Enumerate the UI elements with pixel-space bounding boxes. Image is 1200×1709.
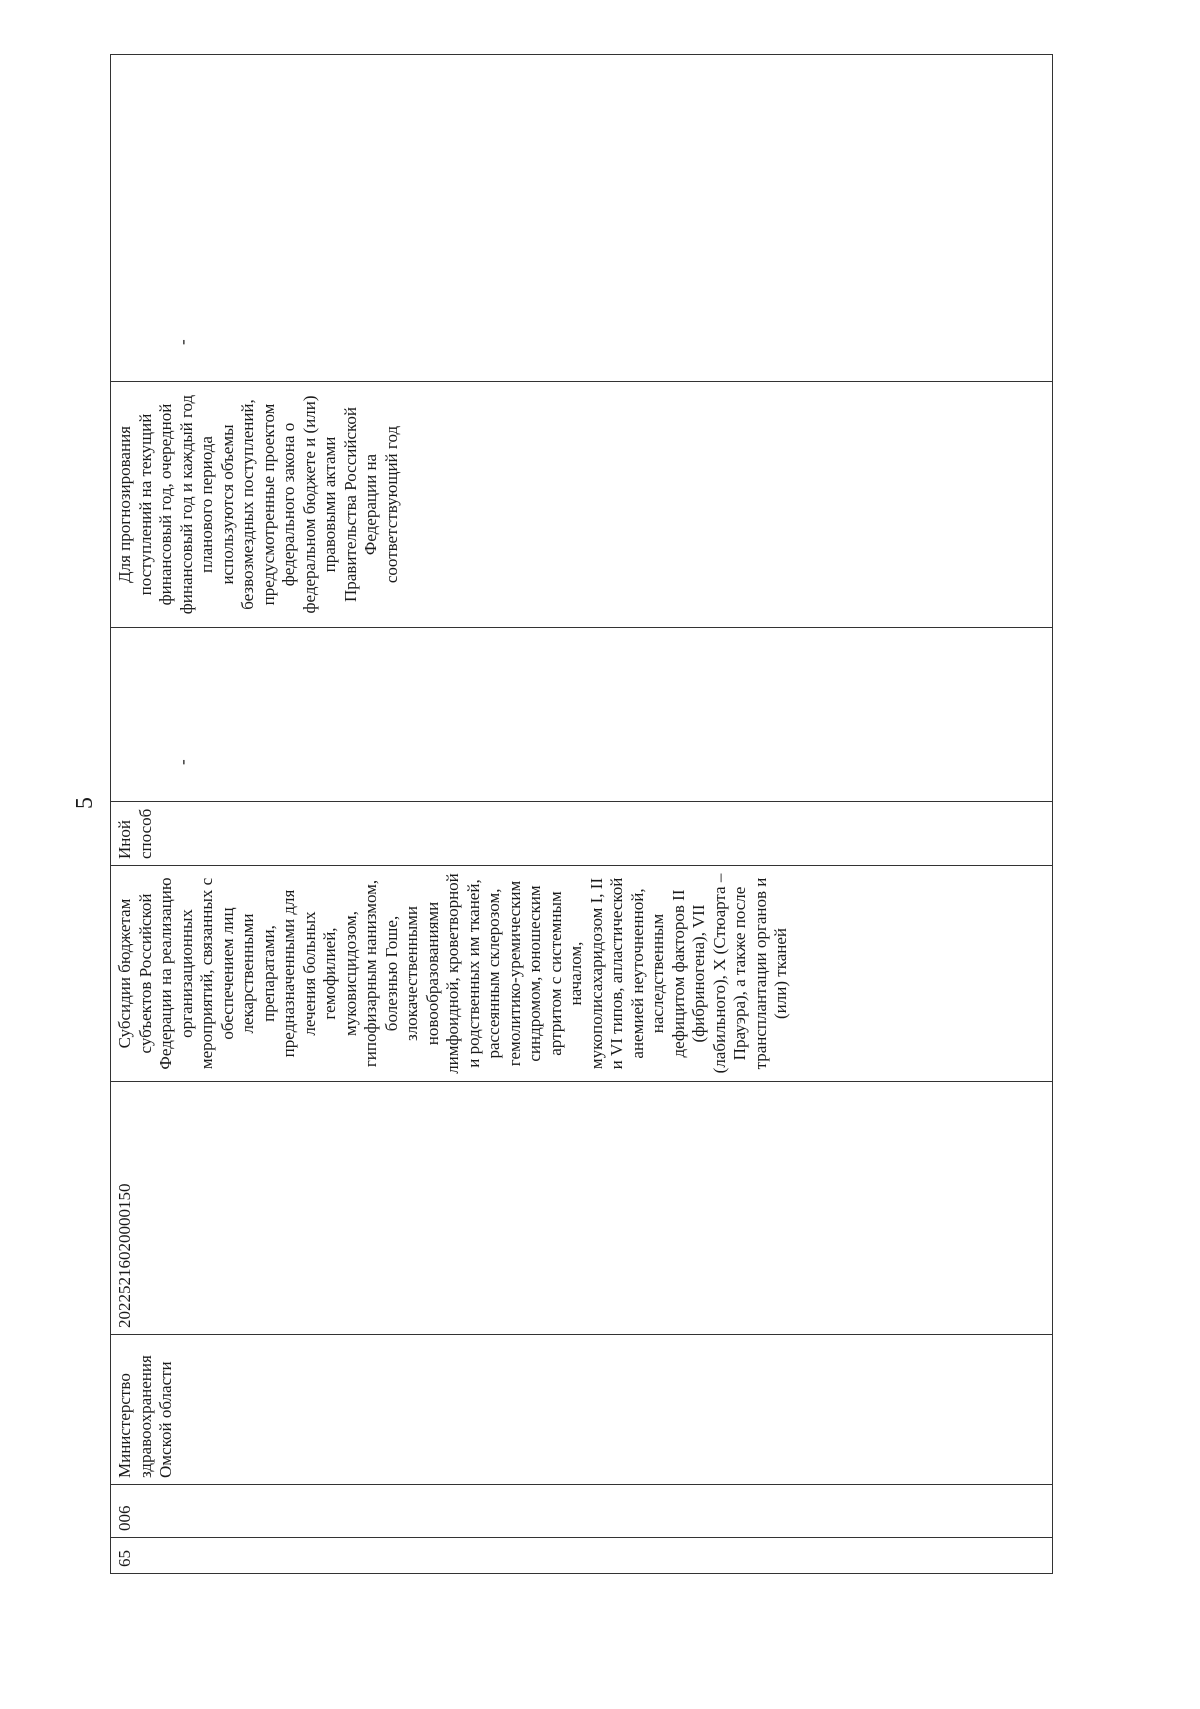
row-number: 65 xyxy=(111,1538,1053,1574)
kbk-code: 20225216020000150 xyxy=(111,1082,1053,1335)
description-cell xyxy=(111,55,1053,382)
admin-code: 006 xyxy=(111,1485,1053,1538)
formula-cell xyxy=(111,628,1053,802)
page-number: 5 xyxy=(72,797,98,809)
formula-value: - xyxy=(173,759,192,765)
description-value: - xyxy=(173,339,192,345)
administrator-name: Министерство здравоохранения Омской области xyxy=(111,1335,1053,1485)
income-name: Субсидии бюджетам субъектов Российской Федерации на реализацию организационных мероприятий, связанных с обеспечением лиц лекарственными препаратами, предназначенными для лечения больных гемофилией, муковисцидозом, гипофизарным нанизмом, болезнью Гоше, злокачественными новообразованиями лимфоидной, кроветворной и родственных им тканей, рассеянным склерозом, гемолитико-уремическим синдромом, юношеским артритом с системным началом, мукополисахаридозом I, II и VI типов, апластической анемией неуточненной, наследственным дефицитом факторов II (фибриногена), VII (лабильного), X (Стюарта – Прауэра), а также после трансплантации органов и (или) тканей xyxy=(111,866,1053,1082)
algorithm-description: Для прогнозирования поступлений на текущий финансовый год, очередной финансовый год и каждый год планового периода используются объемы безвозмездных поступлений, предусмотренные проектом федерального закона о федеральном бюджете и (или) правовыми актами Правительства Российской Федерации на соответствующий год xyxy=(111,382,1053,628)
table-row xyxy=(111,55,1053,1574)
forecast-method: Иной способ xyxy=(111,802,1053,866)
income-forecast-table xyxy=(110,54,1053,1574)
